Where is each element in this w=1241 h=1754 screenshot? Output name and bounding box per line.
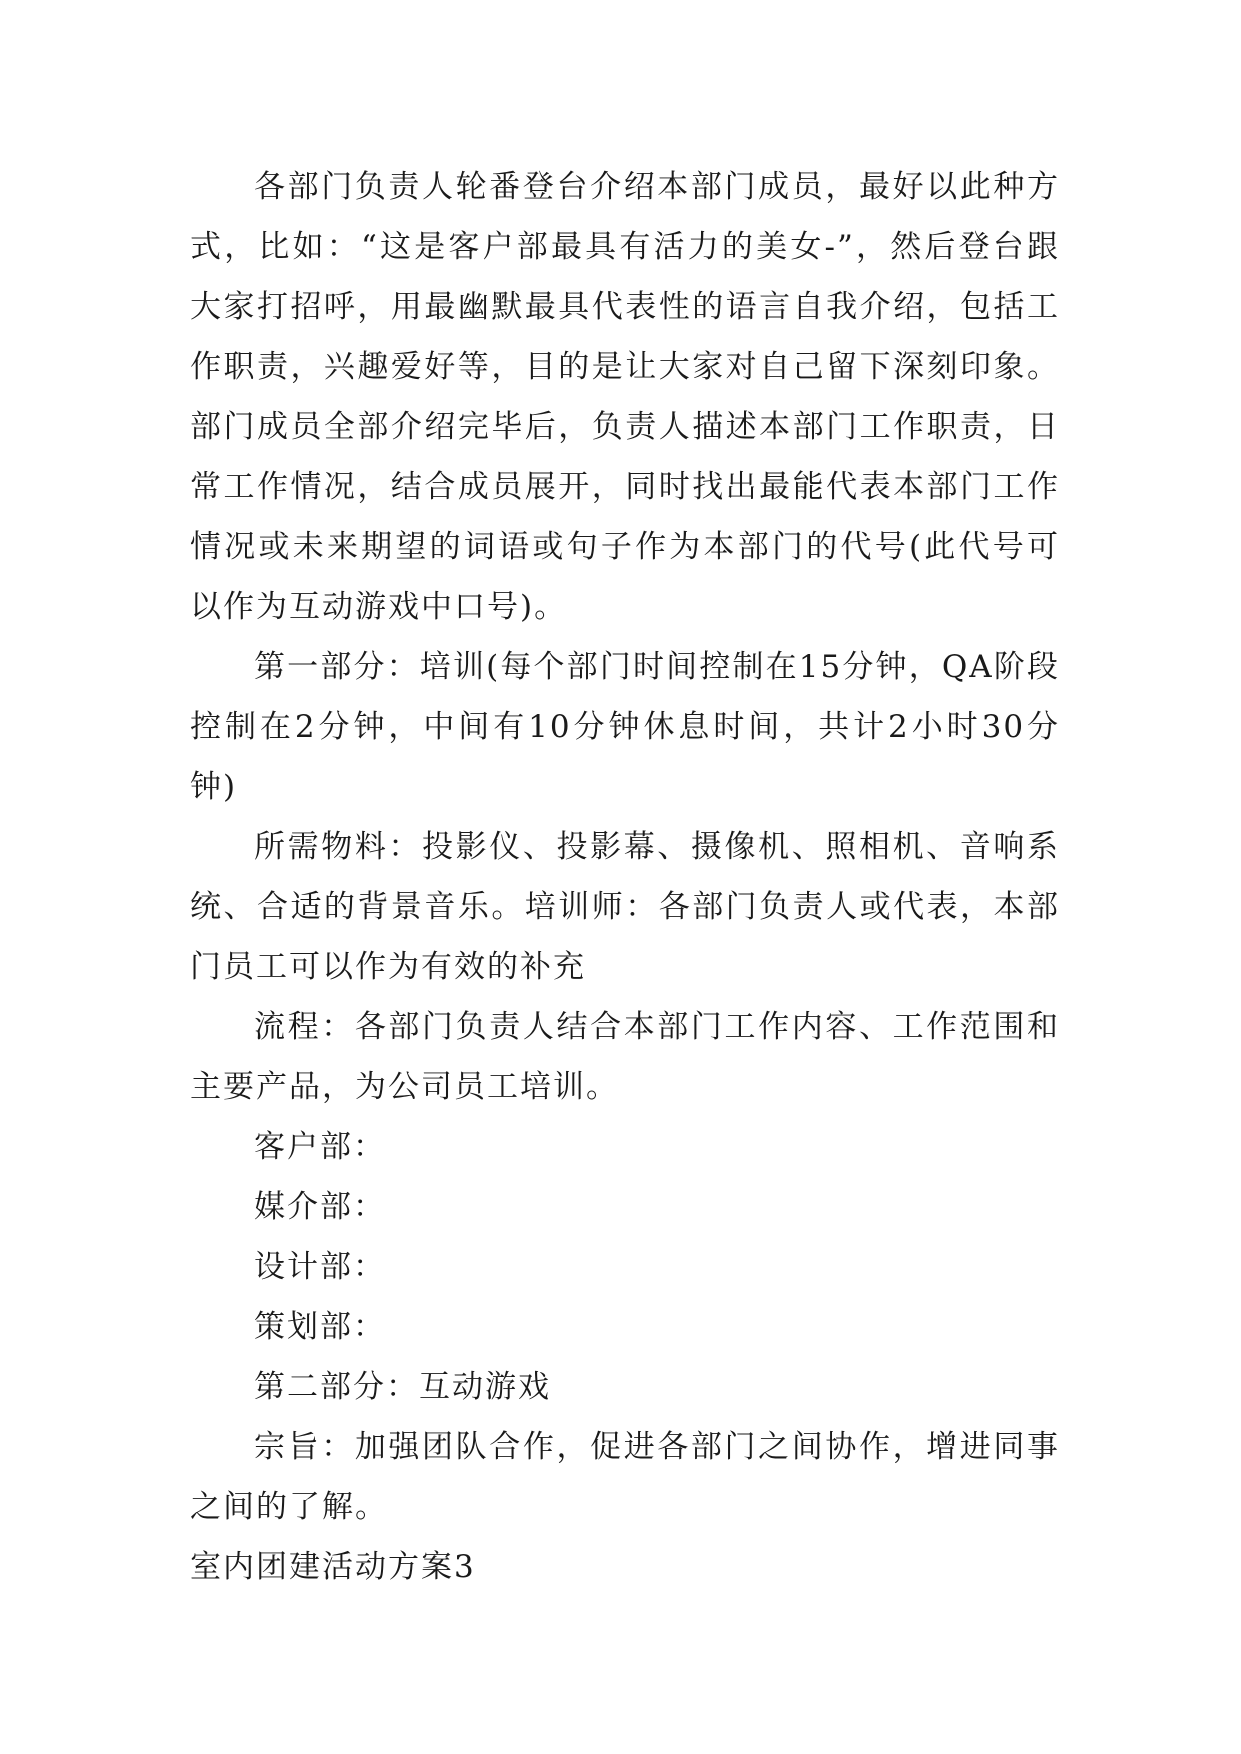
- paragraph-part-one-training: 第一部分：培训(每个部门时间控制在15分钟，QA阶段控制在2分钟，中间有10分钟休息时间，共计2小时30分钟): [190, 649, 1060, 805]
- paragraph-purpose: 宗旨：加强团队合作，促进各部门之间协作，增进同事之间的了解。: [190, 1429, 1060, 1525]
- paragraph-intro: 各部门负责人轮番登台介绍本部门成员，最好以此种方式，比如：“这是客户部最具有活力的美女-”，然后登台跟大家打招呼，用最幽默最具代表性的语言自我介绍，包括工作职责，兴趣爱好等，目的是让大家对自己留下深刻印象。部门成员全部介绍完毕后，负责人描述本部门工作职责，日常工作情况，结合成员展开，同时找出最能代表本部门工作情况或未来期望的词语或句子作为本部门的代号(此代号可以作为互动游戏中口号)。: [190, 169, 1060, 625]
- paragraph-planning-dept: 策划部：: [254, 1309, 386, 1345]
- paragraph-media-dept: 媒介部：: [254, 1189, 386, 1225]
- document-body: [190, 157, 1060, 1597]
- paragraph-part-two-games: 第二部分：互动游戏: [254, 1369, 551, 1405]
- paragraph-materials: 所需物料：投影仪、投影幕、摄像机、照相机、音响系统、合适的背景音乐。培训师：各部门负责人或代表，本部门员工可以作为有效的补充: [190, 829, 1060, 985]
- section-heading: 室内团建活动方案3: [190, 1549, 476, 1585]
- paragraph-client-dept: 客户部：: [254, 1129, 386, 1165]
- paragraph-process: 流程：各部门负责人结合本部门工作内容、工作范围和主要产品，为公司员工培训。: [190, 1009, 1060, 1105]
- paragraph-design-dept: 设计部：: [254, 1249, 386, 1285]
